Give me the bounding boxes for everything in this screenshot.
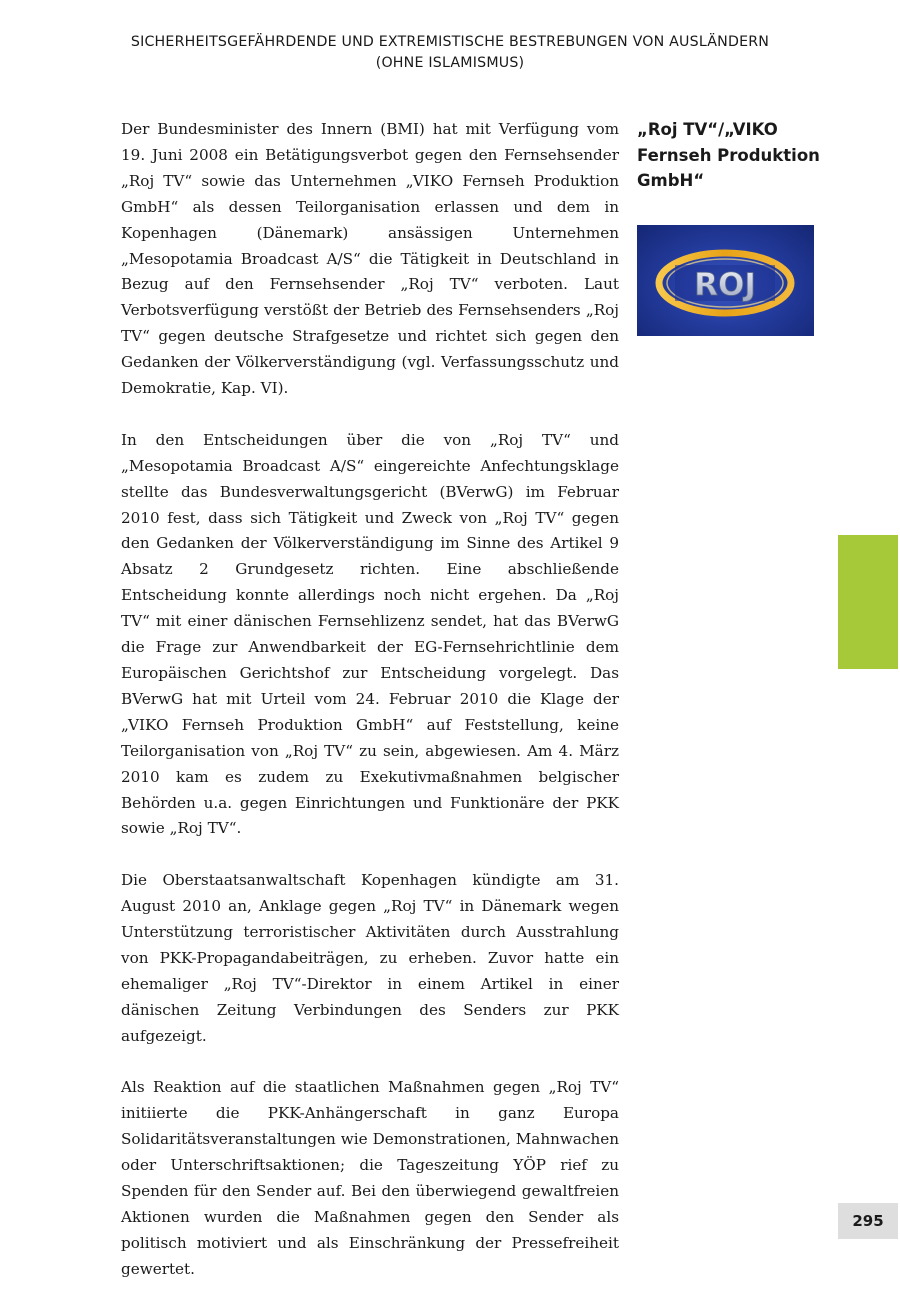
running-header-line-2: (OHNE ISLAMISMUS) [375,55,525,71]
paragraph-2: In den Entscheidungen über die von „Roj TV“ und „Mesopotamia Broadcast A/S“ eingereichte Anfechtungsklage stellte das Bundesverwaltungsgericht (BVerwG) im Februar 2010 fest, dass sich Tätigkeit und Zweck von „Roj TV“ gegen den Gedanken der Völkerverständigung im Sinne des Artikel 9 Absatz 2 Grundgesetz richten. Eine abschließende Entscheidung konnte allerdings noch nicht ergehen. Da „Roj TV“ mit einer dänischen Fernsehlizenz sendet, hat das BVerwG die Frage zur Anwendbarkeit der EG-Fernsehrichtlinie dem Europäischen Gerichtshof zur Entscheidung vorgelegt. Das BVerwG hat mit Urteil vom 24. Februar 2010 die Klage der „VIKO Fernseh Produktion GmbH“ auf Feststellung, keine Teilorganisation von „Roj TV“ zu sein, abgewiesen. Am 4. März 2010 kam es zudem zu Exekutivmaßnahmen belgischer Behörden u.a. gegen Einrichtungen und Funktionäre der PKK sowie „Roj TV“. [121,430,619,838]
main-text-column [121,117,619,1309]
running-header [60,32,840,74]
paragraph-4: Als Reaktion auf die staatlichen Maßnahmen gegen „Roj TV“ initiierte die PKK-Anhängerschaft in ganz Europa Solidaritätsveranstaltungen wie Demonstrationen, Mahnwachen oder Unterschriftsaktionen; die Tageszeitung YÖP rief zu Spenden für den Sender auf. Bei den überwiegend gewaltfreien Aktionen wurden die Maßnahmen gegen den Sender als politisch motiviert und als Einschränkung der Pressefreiheit gewertet. [121,1078,619,1278]
chapter-tab [838,535,898,669]
paragraph-1: Der Bundesminister des Innern (BMI) hat mit Verfügung vom 19. Juni 2008 ein Betätigungsverbot gegen den Fernsehsender „Roj TV“ sowie das Unternehmen „VIKO Fernseh Produktion GmbH“ als dessen Teilorganisation erlassen und dem in Kopenhagen (Dänemark) ansässigen Unternehmen „Mesopotamia Broadcast A/S“ die Tätigkeit in Deutschland in Bezug auf den Fernsehsender „Roj TV“ verboten. Laut Verbotsverfügung verstößt der Betrieb des Fernsehsenders „Roj TV“ gegen deutsche Strafgesetze und richtet sich gegen den Gedanken der Völkerverständigung (vgl. Verfassungsschutz und Demokratie, Kap. VI). [121,120,619,398]
logo-text: ROJ [694,267,756,303]
paragraph-3: Die Oberstaatsanwaltschaft Kopenhagen kündigte am 31. August 2010 an, Anklage gegen „Roj TV“ in Dänemark wegen Unterstützung terroristischer Aktivitäten durch Ausstrahlung von PKK-Propagandabeiträgen, zu erheben. Zuvor hatte ein ehemaliger „Roj TV“-Direktor in einem Artikel in einer dänischen Zeitung Verbindungen des Senders zur PKK aufgezeigt. [121,871,619,1045]
roj-tv-logo-icon [637,225,814,336]
page-number: 295 [838,1203,898,1239]
running-header-line-1: SICHERHEITSGEFÄHRDENDE UND EXTREMISTISCHE BESTREBUNGEN VON AUSLÄNDERN [130,34,770,50]
margin-heading: „Roj TV“/„VIKO Fernseh Produktion GmbH“ [637,120,820,190]
roj-tv-logo-image [637,225,814,336]
